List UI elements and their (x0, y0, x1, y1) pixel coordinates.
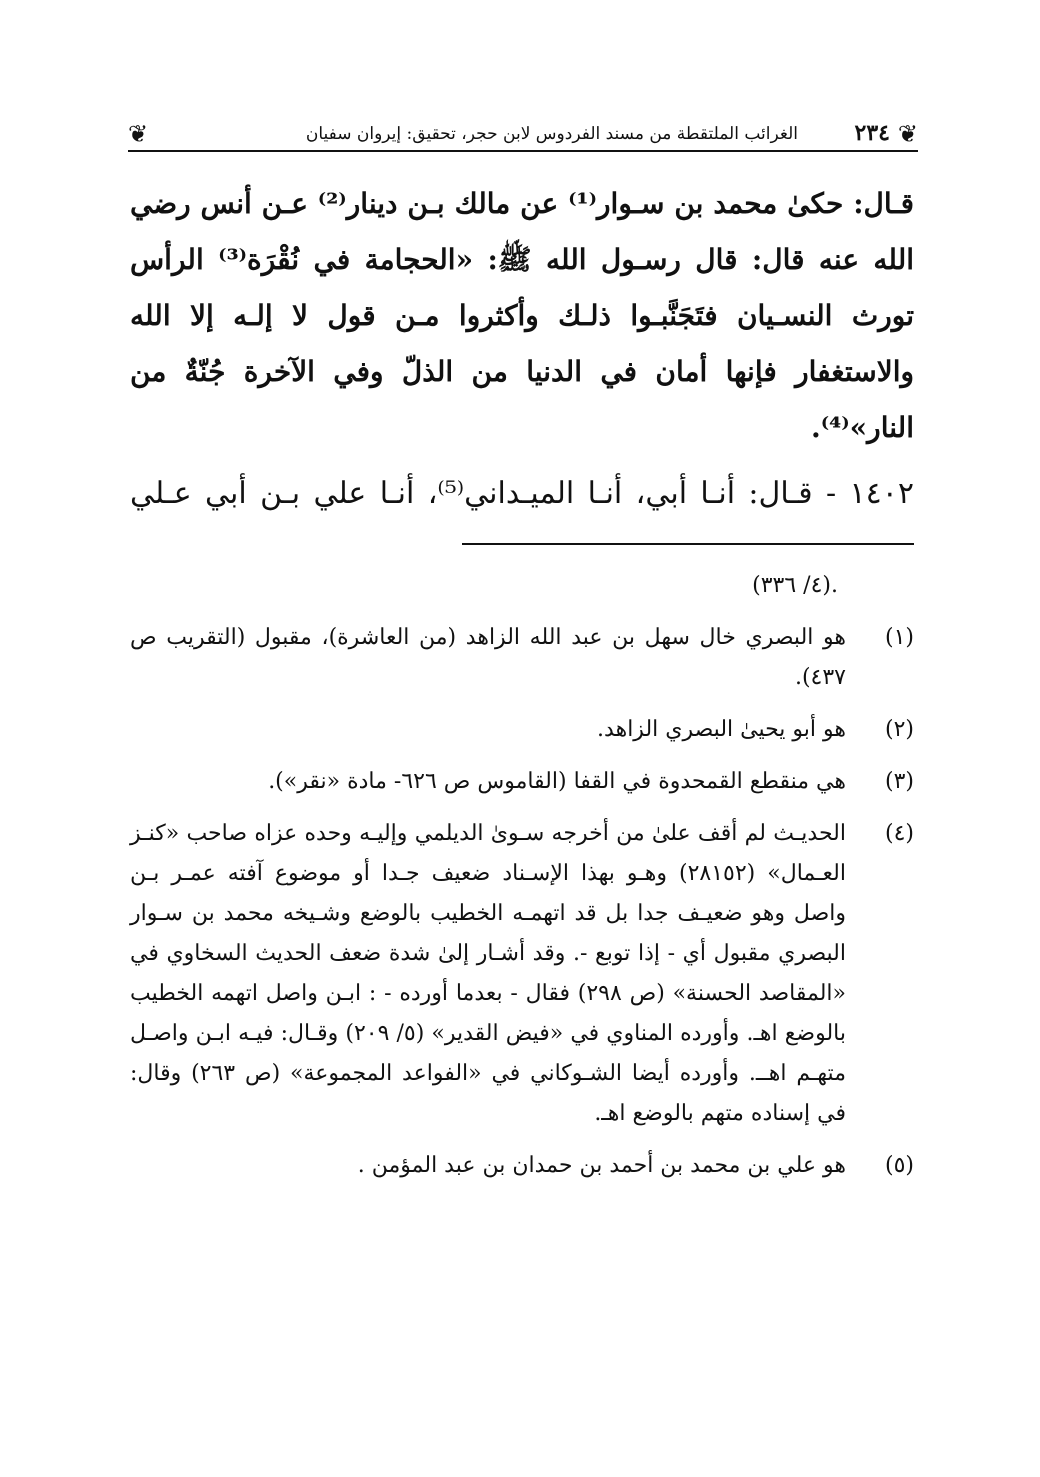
footnote-text: هو البصري خال سهل بن عبد الله الزاهد (من العاشرة)، مقبول (التقريب ص ٤٣٧). (130, 625, 846, 690)
running-header (128, 118, 918, 158)
page-number: ٢٣٤ (854, 120, 890, 146)
footnote-5 (130, 1146, 914, 1186)
footnote-text: الحديـث لم أقف علىٰ من أخرجه سـوىٰ الديلمي وإليـه وحده عزاه صاحب «كنـز العـمال» (٢٨١٥٢) وهـو بهذا الإسـناد ضعيف جـدا أو موضوع آفته عمـر بـن واصل وهو ضعيـف جدا بل قد اتهمـه الخطيب بالوضع وشـيخه محمد بن سـوار البصري مقبول أي - إذا توبع -. وقد أشـار إلىٰ شدة ضعف الحديث السخاوي في «المقاصد الحسنة» (ص ٢٩٨) فقال - بعدما أورده - : ابـن واصل اتهمه الخطيب بالوضع اهـ. وأورده المناوي في «فيض القدير» (٥/ ٢٠٩) وقـال: فيـه ابـن واصـل متهـم اهــ. وأورده أيضا الشـوكاني في «الفواعد المجموعة» (ص ٢٦٣) وقال: في إسناده متهم بالوضع اهـ. (130, 821, 846, 1126)
floral-ornament-icon: ❦ (128, 120, 149, 148)
running-title: الغرائب الملتقطة من مسند الفردوس لابن حجر، تحقيق: إيروان سفيان (305, 124, 798, 144)
footnote-number: (٥) (884, 1153, 914, 1178)
footnote-text: هو أبو يحيىٰ البصري الزاهد. (597, 717, 846, 742)
header-rule (128, 150, 918, 152)
footnote-number: (١) (884, 625, 914, 650)
main-text (130, 176, 914, 456)
footnote-text: هو علي بن محمد بن أحمد بن حمدان بن عبد المؤمن . (357, 1153, 846, 1178)
footnote-3 (130, 762, 914, 802)
footnote-number: (٣) (884, 769, 914, 794)
footnote-1 (130, 618, 914, 698)
floral-ornament-icon: ❦ (897, 120, 918, 148)
footnote-text: هي منقطع القمحدوة في القفا (القاموس ص ٦٢٦- مادة «نقر»). (268, 769, 846, 794)
entry-1402: ١٤٠٢ - قـال: أنـا أبي، أنـا الميـداني⁽⁵⁾، أنـا علي بـن أبي عـلي (130, 476, 914, 511)
footnote-continuation: .(٤/ ٣٣٦) (752, 573, 838, 598)
hadith-paragraph: قـال: حكىٰ محمد بن سـوار⁽¹⁾ عن مالك بـن دينار⁽²⁾ عـن أنس رضي الله عنه قال: قال رسـول الله ﷺ: «الحجامة في نُقْرَة⁽³⁾ الرأس تورث النسـيان فتَجَنَّبـوا ذلـك وأكثروا مـن قول لا إلـه إلا الله والاستغفار فإنها أمان في الدنيا من الذلّ وفي الآخرة جُنّةٌ من النار»⁽⁴⁾. (130, 187, 915, 444)
footnote-2 (130, 710, 914, 750)
footnote-separator (462, 543, 914, 545)
footnotes (130, 566, 914, 1186)
footnote-4 (130, 814, 914, 1134)
footnote-number: (٤) (884, 821, 914, 846)
footnote-number: (٢) (884, 717, 914, 742)
